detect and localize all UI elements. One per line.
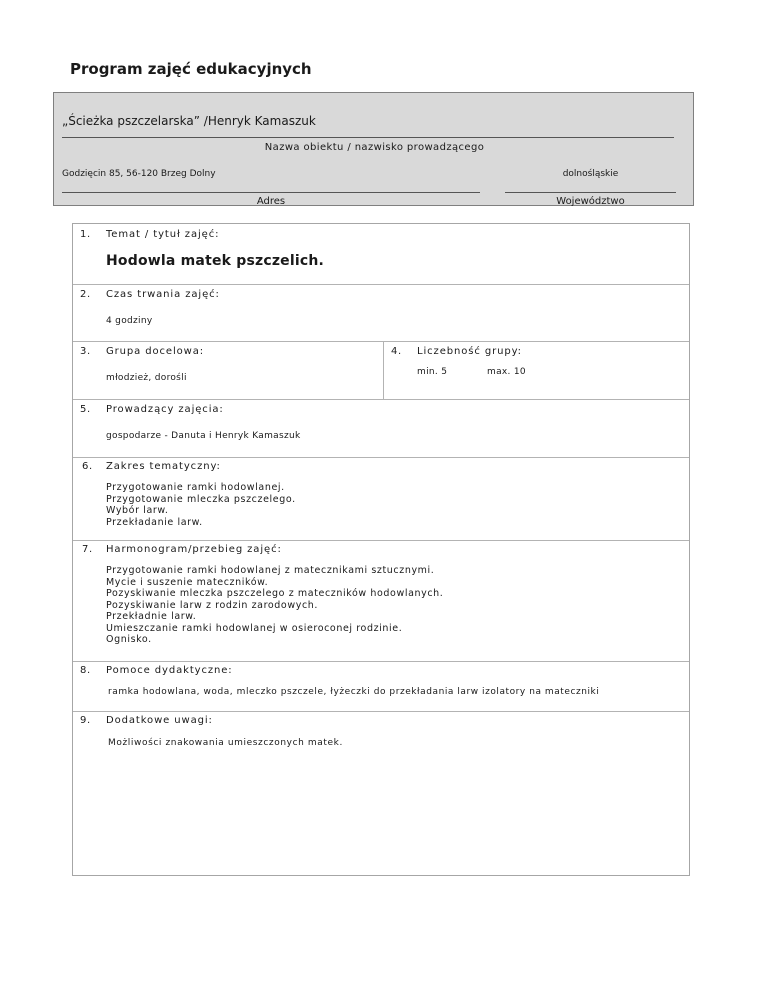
section-4-max: max. 10 (487, 367, 526, 377)
section-1-number: 1. (80, 229, 91, 240)
column-divider (383, 341, 384, 399)
separator (73, 284, 689, 285)
section-2-label: Czas trwania zajęć: (106, 289, 220, 300)
list-item: Przekładnie larw. (106, 611, 197, 622)
section-9-value: Możliwości znakowania umieszczonych matek. (108, 738, 343, 748)
address-value: Godzięcin 85, 56-120 Brzeg Dolny (62, 169, 216, 179)
address-caption: Adres (256, 196, 286, 207)
list-item: Przygotowanie ramki hodowlanej z matecznikami sztucznymi. (106, 565, 435, 576)
list-item: Przygotowanie mleczka pszczelego. (106, 493, 296, 505)
section-5-value: gospodarze - Danuta i Henryk Kamaszuk (106, 431, 301, 441)
object-name: „Ścieżka pszczelarska” /Henryk Kamaszuk (62, 114, 316, 128)
section-1-topic: Hodowla matek pszczelich. (106, 253, 325, 269)
section-4-min: min. 5 (417, 367, 448, 377)
list-item: Przygotowanie ramki hodowlanej. (106, 482, 285, 493)
section-3-value: młodzież, dorośli (106, 373, 187, 383)
section-3-number: 3. (80, 346, 91, 357)
list-item: Mycie i suszenie mateczników. (106, 576, 269, 588)
list-item: Ognisko. (106, 634, 152, 645)
object-name-line (62, 137, 674, 138)
voivodeship-line (505, 192, 676, 193)
address-line (62, 192, 480, 193)
list-item: Umieszczanie ramki hodowlanej w osieroconej rodzinie. (106, 622, 403, 634)
object-caption: Nazwa obiektu / nazwisko prowadzącego (264, 142, 485, 153)
section-7-label: Harmonogram/przebieg zajęć: (106, 544, 282, 555)
separator (73, 661, 689, 662)
section-5-number: 5. (80, 404, 91, 415)
section-4-number: 4. (391, 346, 402, 357)
section-7-number: 7. (82, 544, 93, 555)
section-9-number: 9. (80, 715, 91, 726)
list-item: Przekładanie larw. (106, 516, 203, 528)
program-form (72, 223, 690, 876)
section-8-value: ramka hodowlana, woda, mleczko pszczele, łyżeczki do przekładania larw izolatory na mateczniki (108, 687, 600, 697)
section-6-number: 6. (82, 461, 93, 472)
section-3-label: Grupa docelowa: (106, 346, 205, 357)
list-item: Pozyskiwanie larw z rodzin zarodowych. (106, 599, 319, 611)
section-2-value: 4 godziny (106, 316, 153, 326)
section-6-list (106, 482, 296, 528)
section-6-label: Zakres tematyczny: (106, 461, 221, 472)
section-2-number: 2. (80, 289, 91, 300)
voivodeship-caption: Województwo (556, 196, 625, 207)
separator (73, 399, 689, 400)
section-9-label: Dodatkowe uwagi: (106, 715, 213, 726)
header-box (53, 92, 694, 206)
section-1-label: Temat / tytuł zajęć: (106, 229, 220, 240)
voivodeship-value: dolnośląskie (562, 169, 619, 179)
list-item: Wybór larw. (106, 505, 169, 516)
separator (73, 711, 689, 712)
list-item: Pozyskiwanie mleczka pszczelego z mateczników hodowlanych. (106, 588, 444, 599)
page-title: Program zajęć edukacyjnych (70, 60, 312, 78)
section-8-label: Pomoce dydaktyczne: (106, 665, 233, 676)
section-5-label: Prowadzący zajęcia: (106, 404, 224, 415)
separator (73, 457, 689, 458)
section-8-number: 8. (80, 665, 91, 676)
section-7-list (106, 565, 443, 646)
separator (73, 540, 689, 541)
section-4-label: Liczebność grupy: (417, 346, 522, 357)
separator (73, 341, 689, 342)
